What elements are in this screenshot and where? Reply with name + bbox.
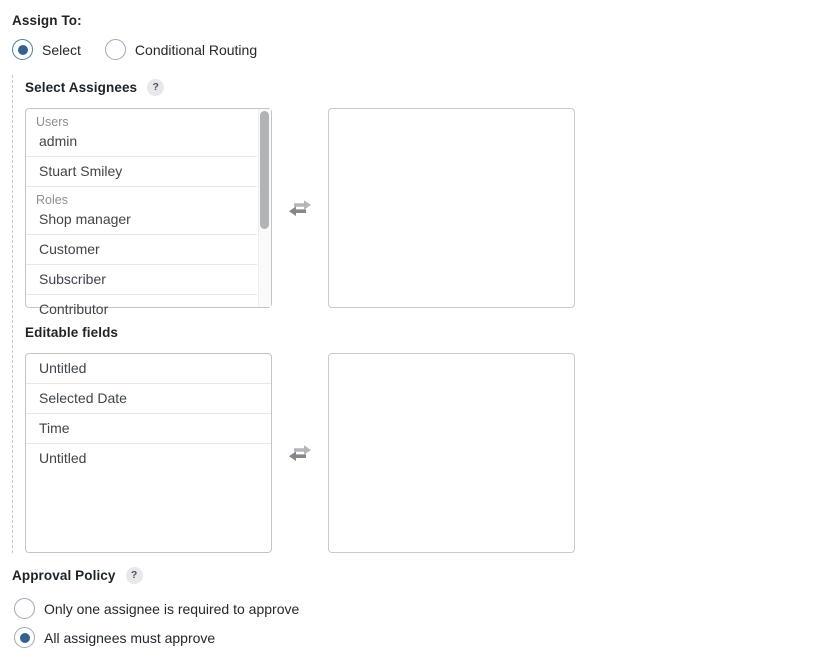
list-item-label: Customer bbox=[39, 241, 100, 257]
approval-policy-label: Approval Policy bbox=[12, 567, 116, 583]
list-item-label: Subscriber bbox=[39, 271, 106, 287]
list-item-label: Stuart Smiley bbox=[39, 163, 123, 179]
list-item[interactable] bbox=[26, 383, 271, 413]
radio-option-conditional-routing[interactable] bbox=[105, 39, 257, 60]
editable-fields-heading-row bbox=[25, 323, 824, 341]
assignees-dual-listbox bbox=[25, 108, 824, 317]
list-item-label: Contributor bbox=[39, 301, 109, 317]
radio-button-only-one-assignee[interactable] bbox=[14, 598, 35, 619]
radio-option-all-assignees[interactable] bbox=[14, 627, 824, 648]
approval-policy-radio-group bbox=[12, 598, 824, 648]
approval-policy-heading-row bbox=[12, 566, 824, 584]
assign-to-radio-group bbox=[12, 39, 824, 60]
editable-fields-available-listbox bbox=[25, 353, 272, 553]
list-item[interactable] bbox=[26, 234, 257, 264]
editable-fields-selected-listbox[interactable] bbox=[328, 353, 575, 553]
select-assignees-heading-row bbox=[25, 78, 824, 96]
radio-button-all-assignees[interactable] bbox=[14, 627, 35, 648]
list-item-label: Shop manager bbox=[39, 211, 131, 227]
radio-label-select: Select bbox=[42, 41, 81, 58]
select-assignees-label: Select Assignees bbox=[25, 79, 138, 95]
exchange-arrows-icon bbox=[287, 197, 313, 219]
approval-policy-section bbox=[12, 566, 824, 648]
scrollbar-track[interactable] bbox=[258, 109, 271, 307]
list-item[interactable] bbox=[26, 186, 257, 234]
radio-button-conditional-routing[interactable] bbox=[105, 39, 126, 60]
list-item-label: Untitled bbox=[39, 450, 87, 466]
list-item[interactable] bbox=[26, 156, 257, 186]
transfer-arrows-cell bbox=[272, 108, 328, 308]
radio-label-only-one-assignee: Only one assignee is required to approve bbox=[44, 600, 300, 617]
help-icon[interactable]: ? bbox=[126, 567, 143, 584]
group-label-users: Users bbox=[36, 115, 69, 129]
group-label-roles: Roles bbox=[36, 193, 68, 207]
scrollbar-thumb[interactable] bbox=[260, 111, 269, 229]
list-item[interactable] bbox=[26, 294, 257, 324]
list-item[interactable] bbox=[26, 354, 271, 383]
radio-label-conditional-routing: Conditional Routing bbox=[134, 41, 258, 58]
editable-fields-label: Editable fields bbox=[25, 324, 119, 340]
assignees-available-listbox bbox=[25, 108, 272, 317]
editable-fields-dual-listbox bbox=[25, 353, 824, 553]
list-item-label: Time bbox=[39, 420, 70, 436]
radio-option-select[interactable] bbox=[12, 39, 81, 60]
list-item-label: Selected Date bbox=[39, 390, 127, 406]
assign-to-label: Assign To: bbox=[12, 13, 82, 28]
exchange-arrows-icon bbox=[287, 442, 313, 464]
assignees-selected-listbox[interactable] bbox=[328, 108, 575, 308]
list-item[interactable] bbox=[26, 413, 271, 443]
select-routing-panel bbox=[12, 75, 824, 553]
list-item[interactable] bbox=[26, 264, 257, 294]
radio-button-select[interactable] bbox=[12, 39, 33, 60]
list-item[interactable] bbox=[26, 109, 257, 156]
list-item[interactable] bbox=[26, 443, 271, 473]
list-item-label: Untitled bbox=[39, 360, 87, 376]
help-icon[interactable]: ? bbox=[147, 79, 164, 96]
list-item-label: admin bbox=[39, 133, 78, 149]
radio-option-only-one-assignee[interactable] bbox=[14, 598, 824, 619]
transfer-arrows-cell bbox=[272, 353, 328, 553]
radio-label-all-assignees: All assignees must approve bbox=[44, 629, 216, 646]
